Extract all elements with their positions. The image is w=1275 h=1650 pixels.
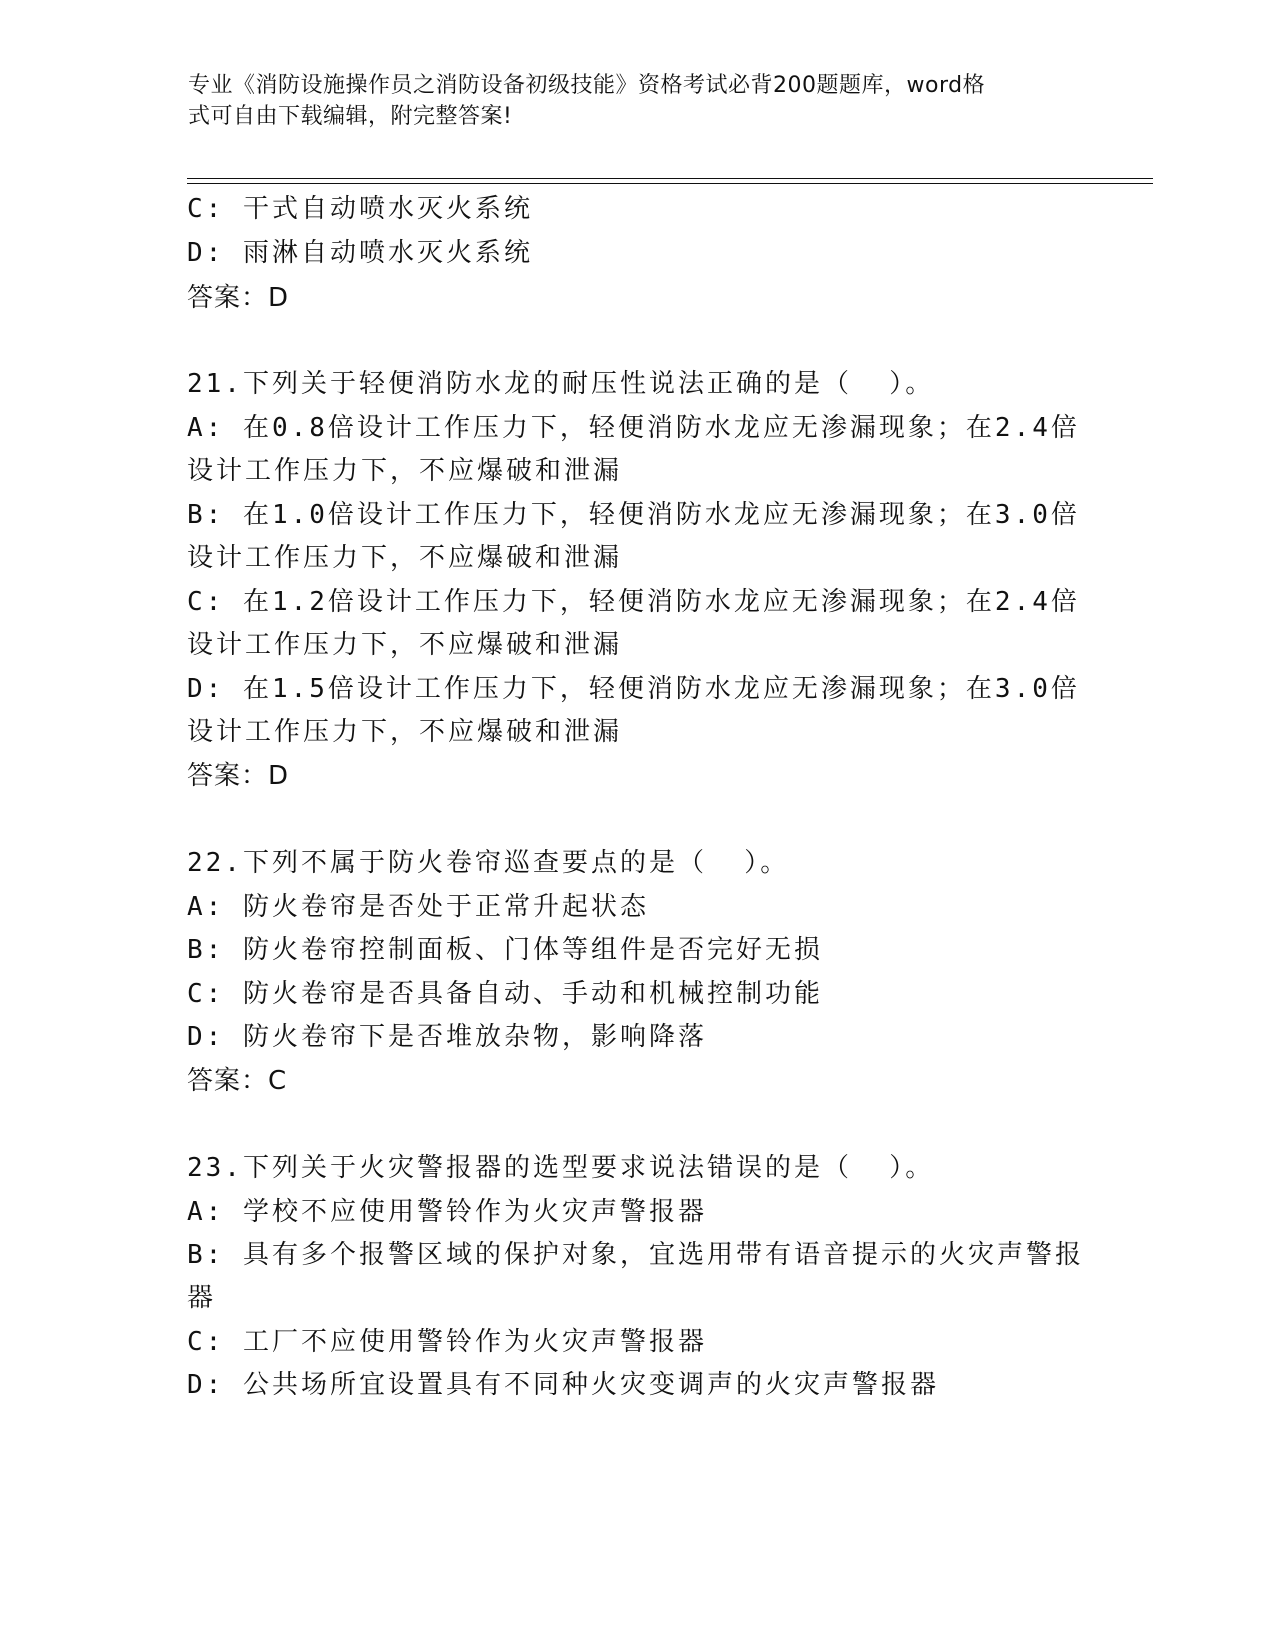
option-c-q20: C: 干式自动喷水灭火系统 [187,194,533,224]
option-a-q21: A: 在0.8倍设计工作压力下，轻便消防水龙应无渗漏现象；在2.4倍 [187,413,1080,443]
option-c-q21: C: 在1.2倍设计工作压力下，轻便消防水龙应无渗漏现象；在2.4倍 [187,587,1080,617]
option-b-q22: B: 防火卷帘控制面板、门体等组件是否完好无损 [187,935,823,965]
header-rule-top [187,178,1153,179]
option-b-q21: B: 在1.0倍设计工作压力下，轻便消防水龙应无渗漏现象；在3.0倍 [187,500,1080,530]
option-c-q23: C: 工厂不应使用警铃作为火灾声警报器 [187,1327,707,1357]
header-line-2: 式可自由下载编辑，附完整答案! [188,104,513,129]
option-a-q23: A: 学校不应使用警铃作为火灾声警报器 [187,1197,707,1227]
answer-q20: 答案：D [187,283,290,313]
option-c-q22: C: 防火卷帘是否具备自动、手动和机械控制功能 [187,979,823,1009]
option-b-q21-cont: 设计工作压力下，不应爆破和泄漏 [187,543,623,573]
option-a-q22: A: 防火卷帘是否处于正常升起状态 [187,892,649,922]
option-b-q23: B: 具有多个报警区域的保护对象，宜选用带有语音提示的火灾声警报 [187,1240,1084,1270]
option-c-q21-cont: 设计工作压力下，不应爆破和泄漏 [187,630,623,660]
option-d-q23: D: 公共场所宜设置具有不同种火灾变调声的火灾声警报器 [187,1370,939,1400]
option-d-q21-cont: 设计工作压力下，不应爆破和泄漏 [187,717,623,747]
question-21: 21.下列关于轻便消防水龙的耐压性说法正确的是（ ）。 [187,369,935,399]
option-d-q22: D: 防火卷帘下是否堆放杂物，影响降落 [187,1022,707,1052]
option-a-q21-cont: 设计工作压力下，不应爆破和泄漏 [187,456,623,486]
answer-q22: 答案：C [187,1066,288,1096]
question-23: 23.下列关于火灾警报器的选型要求说法错误的是（ ）。 [187,1153,935,1183]
question-22: 22.下列不属于防火卷帘巡查要点的是（ ）。 [187,848,790,878]
header-line-1: 专业《消防设施操作员之消防设备初级技能》资格考试必背200题题库，word格 [188,73,986,98]
option-d-q21: D: 在1.5倍设计工作压力下，轻便消防水龙应无渗漏现象；在3.0倍 [187,674,1080,704]
header-rule-bottom [187,183,1153,184]
document-header [188,70,1068,132]
answer-q21: 答案：D [187,761,290,791]
option-d-q20: D: 雨淋自动喷水灭火系统 [187,238,533,268]
option-b-q23-cont: 器 [187,1283,217,1313]
